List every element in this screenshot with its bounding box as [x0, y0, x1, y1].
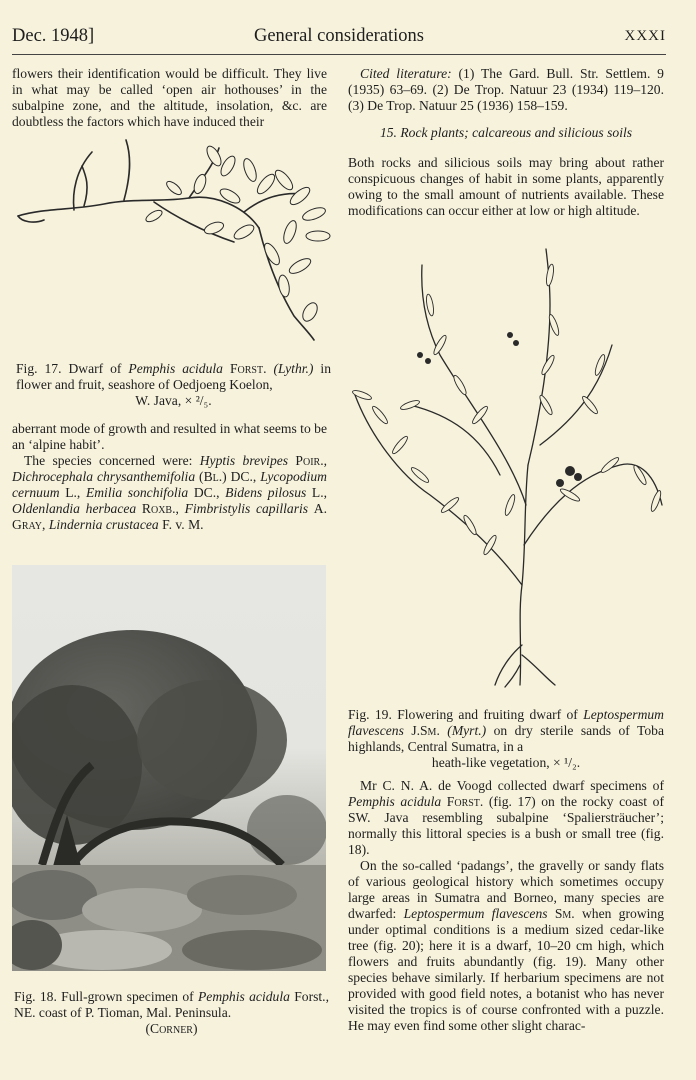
- section-heading: [348, 125, 664, 141]
- paragraph: aberrant mode of growth and resulted in what seems to be an ‘alpine habit’.: [12, 421, 327, 452]
- text: On the so-called ‘padangs’, the gravelly or sandy flats of various geological history which sometimes occupy large areas in Sumatra and Borneo, many species are dwarfed:: [348, 858, 664, 921]
- species-name: Lycopodium cernuum: [12, 469, 327, 500]
- species-intro: The species concerned were:: [24, 453, 193, 468]
- species-name: Pemphis acidula: [348, 794, 442, 809]
- paragraph-voogd: [348, 778, 664, 858]
- section-heading-text: 15. Rock plants; calcareous and silicious soils: [379, 125, 633, 140]
- left-para-2: [12, 421, 327, 533]
- cited-label: Cited literature:: [360, 66, 452, 81]
- cited-text: (1) The Gard. Bull. Str. Settlem. 9 (1935) 63–69. (2) De Trop. Natuur 23 (1934) 119–120. (3) De Trop. Natuur 25 (1936) 158–159.: [348, 66, 664, 113]
- paragraph: Both rocks and silicious soils may bring about rather conspicuous changes of habit in some plants, apparently owing to the small amount of nutrients available. These modifications can occur either at low or high altitude.: [348, 155, 664, 218]
- species-author: DC.,: [193, 485, 220, 500]
- species-name: Hyptis brevipes: [199, 453, 289, 468]
- fig17-author: Forst.: [229, 361, 267, 376]
- fig17-rest: in flower and fruit, seashore of Oedjoeng Koelon,: [16, 361, 331, 392]
- running-header: [12, 26, 666, 52]
- paragraph: flowers their identification would be difficult. They live in what may be called ‘open air hothouses’ in the subalpine zone, and the altitude, insolation, &c. are doubtless the factors which have induced their: [12, 66, 327, 129]
- right-body: [348, 778, 664, 1034]
- page-number: XXXI: [624, 28, 666, 44]
- fig19-illustration: [350, 245, 670, 689]
- paragraph-padangs: [348, 858, 664, 1034]
- fig17-species: Pemphis acidula: [128, 361, 223, 376]
- left-para-top: [12, 66, 327, 130]
- section-paragraph: [348, 155, 664, 219]
- fig18-last: (Corner): [145, 1021, 198, 1036]
- species-name: Leptospermum flavescens: [403, 906, 548, 921]
- species-name: Oldenlandia herbacea: [12, 501, 137, 516]
- fig18-photograph: [12, 565, 326, 971]
- species-name: Emilia sonchifolia: [85, 485, 189, 500]
- species-author: L.,: [311, 485, 328, 500]
- cited-literature: [348, 66, 664, 114]
- species-name: Fimbristylis capillaris: [184, 501, 309, 516]
- species-author: A. Gray,: [12, 501, 327, 532]
- tree-photo-graphic: [12, 565, 326, 971]
- header-rule: [12, 54, 666, 55]
- fig19-label: Fig. 19. Flowering and fruiting dwarf of: [348, 707, 578, 722]
- fig17-label: Fig. 17. Dwarf of: [16, 361, 122, 376]
- header-title: General considerations: [253, 26, 425, 46]
- text: (fig. 17) on the rocky coast of SW. Java resembling subalpine ‘Spaliersträucher’; normally this littoral species is a bush or small tree (fig. 18).: [348, 794, 664, 857]
- species-author: Roxb.,: [141, 501, 179, 516]
- species-author: Poir.,: [295, 453, 327, 468]
- fig18-species: Pemphis acidula: [197, 989, 290, 1004]
- fig19-last: heath-like vegetation, × ¹/₂.: [431, 755, 581, 770]
- species-name: Lindernia crustacea: [48, 517, 159, 532]
- fig19-caption: [348, 707, 664, 771]
- species-author: Forst.: [446, 794, 484, 809]
- species-author: F. v. M.: [162, 517, 204, 532]
- species-author: L.,: [65, 485, 81, 500]
- header-date: Dec. 1948]: [12, 26, 95, 46]
- fig19-family: (Myrt.): [447, 723, 487, 738]
- species-name: Bidens pilosus: [225, 485, 307, 500]
- fig18-caption: [12, 989, 331, 1037]
- fig18-rest: Forst., NE. coast of P. Tioman, Mal. Peninsula.: [14, 989, 329, 1020]
- fig17-caption: [12, 361, 335, 409]
- fig18-label: Fig. 18. Full-grown specimen of: [14, 989, 194, 1004]
- species-name: Dichrocephala chrysanthemifolia: [12, 469, 196, 484]
- fig19-rest: on dry sterile sands of Toba highlands, Central Sumatra, in a: [348, 723, 664, 754]
- fig17-illustration: [14, 136, 332, 346]
- fig19-species: Leptospermum flavescens: [348, 707, 664, 738]
- fig17-family: (Lythr.): [273, 361, 314, 376]
- species-author: (Bl.) DC.,: [199, 469, 257, 484]
- fig19-author: J.Sm.: [411, 723, 440, 738]
- species-author: Sm.: [554, 906, 575, 921]
- text: when growing under optimal conditions is a medium sized cedar-like tree (fig. 20); here it is a dwarf, 10–20 cm high, which flowers and fruits abundantly (fig. 19). Many other species behave similarly. If herbarium specimens are not provided with good field notes, a botanist who has never visited the tropics is of course confronted with a puzzle. He may even find some other slight charac-: [348, 906, 664, 1033]
- species-paragraph: [12, 453, 327, 533]
- text: Mr C. N. A. de Voogd collected dwarf specimens of: [360, 778, 664, 793]
- fig17-last: W. Java, × ²/₅.: [135, 393, 212, 408]
